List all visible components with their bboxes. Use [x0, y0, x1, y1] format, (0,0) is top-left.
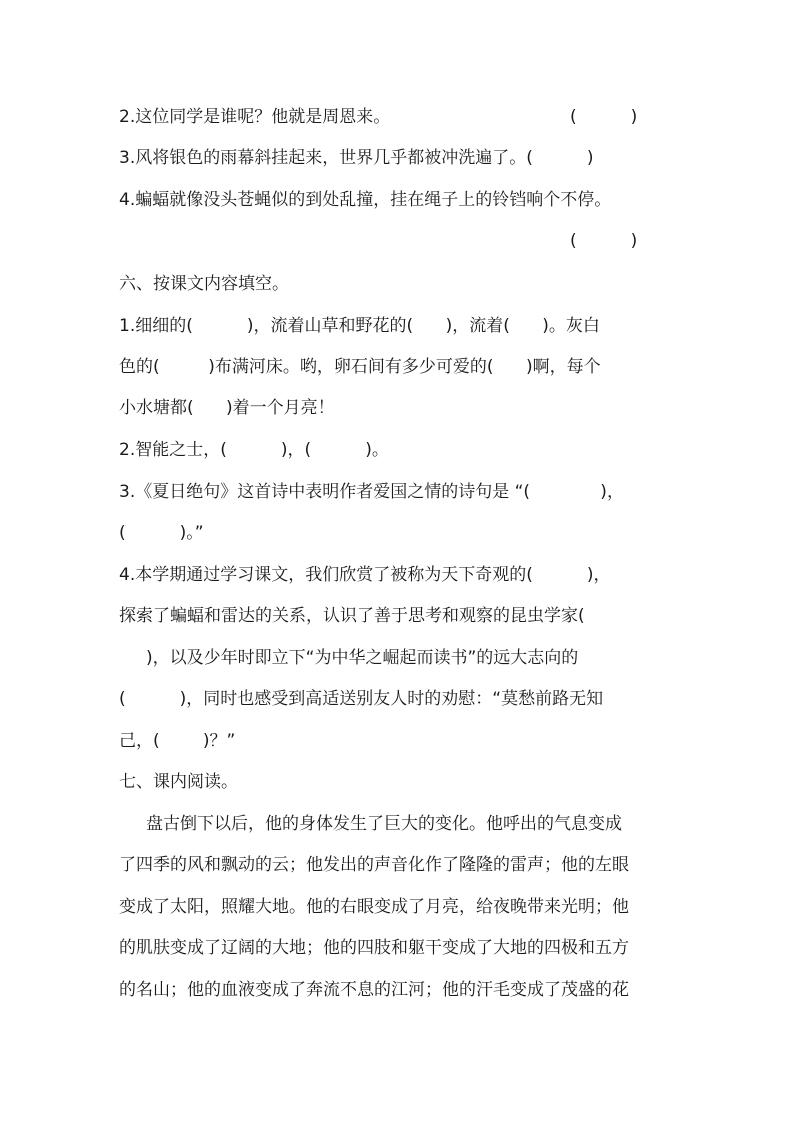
item-2-text: 2.这位同学是谁呢？他就是周恩来。: [119, 107, 391, 127]
section-6-line: ( )，同时也感受到高适送别友人时的劝慰：“莫愁前路无知: [119, 689, 604, 709]
section-6-line: 己，( )？”: [119, 731, 236, 751]
section-6-line: 2.智能之士，( )，( )。: [119, 440, 389, 460]
section-6-line: 3.《夏日绝句》这首诗中表明作者爱国之情的诗句是 “( )，: [119, 482, 624, 502]
item-4-answer-blank[interactable]: ( ): [570, 231, 638, 251]
reading-passage-line: 了四季的风和飘动的云；他发出的声音化作了隆隆的雷声；他的左眼: [119, 855, 629, 875]
section-6-line: 4.本学期通过学习课文，我们欣赏了被称为天下奇观的( )，: [119, 565, 611, 585]
reading-passage-line: 的肌肤变成了辽阔的大地；他的四肢和躯干变成了大地的四极和五方: [119, 938, 629, 958]
item-4-text: 4.蝙蝠就像没头苍蝇似的到处乱撞，挂在绳子上的铃铛响个不停。: [119, 190, 612, 210]
section-6-line: 探索了蝙蝠和雷达的关系，认识了善于思考和观察的昆虫学家(: [119, 606, 585, 626]
section-6-heading: 六、按课文内容填空。: [119, 274, 289, 294]
item-3-text: 3.风将银色的雨幕斜挂起来，世界几乎都被冲洗遍了。( ): [119, 148, 594, 168]
reading-passage-line: 盘古倒下以后，他的身体发生了巨大的变化。他呼出的气息变成: [146, 814, 622, 834]
reading-passage-line: 的名山；他的血液变成了奔流不息的江河；他的汗毛变成了茂盛的花: [119, 980, 629, 1000]
section-7-heading: 七、课内阅读。: [119, 772, 238, 792]
section-6-line: 1.细细的( )，流着山草和野花的( )，流着( )。灰白: [119, 316, 600, 336]
reading-passage-line: 变成了太阳，照耀大地。他的右眼变成了月亮，给夜晚带来光明；他: [119, 897, 629, 917]
item-2-answer-blank[interactable]: ( ): [570, 107, 638, 127]
section-6-line: )，以及少年时即立下“为中华之崛起而读书”的远大志向的: [119, 648, 579, 668]
section-6-line: ( )。”: [119, 523, 204, 543]
section-6-line: 色的( )布满河床。哟，卵石间有多少可爱的( )啊，每个: [119, 357, 601, 377]
section-6-line: 小水塘都( )着一个月亮！: [119, 398, 335, 418]
